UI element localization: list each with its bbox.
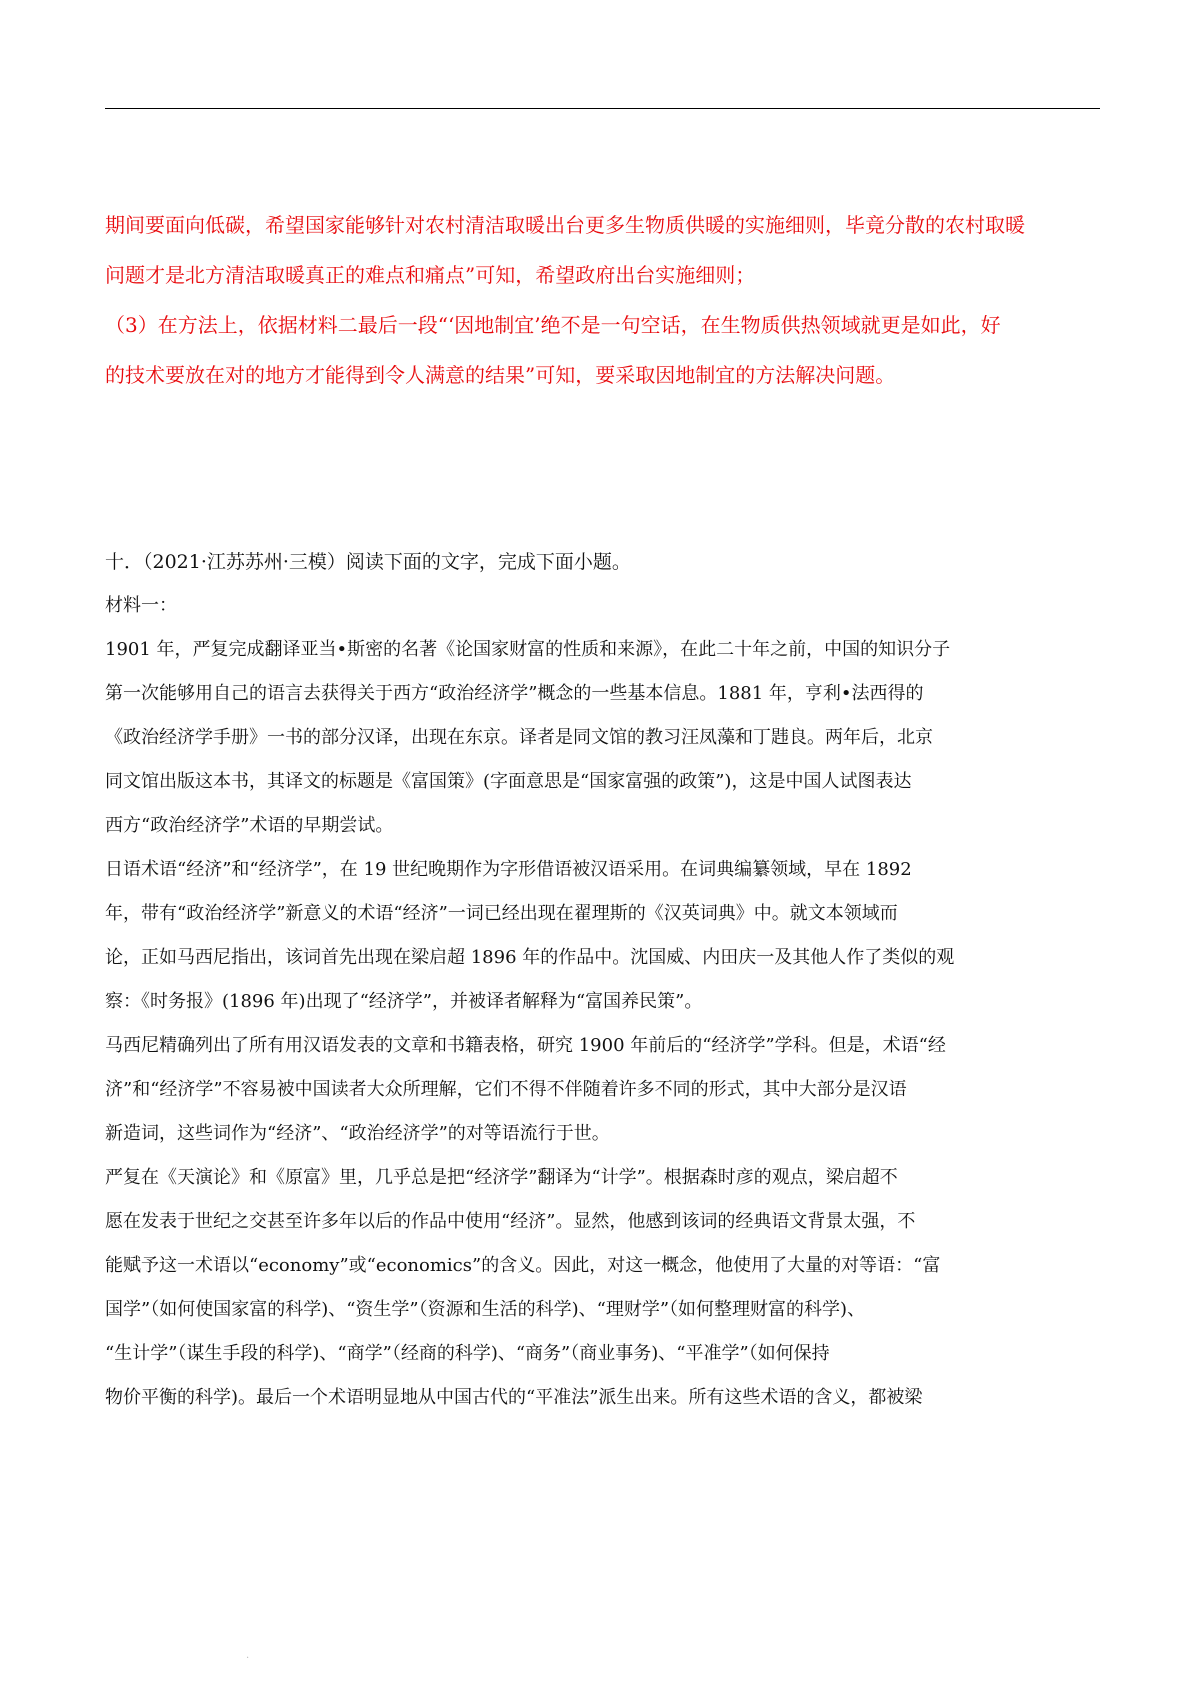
answer-line: 的技术要放在对的地方才能得到令人满意的结果”可知，要采取因地制宜的方法解决问题。 bbox=[105, 363, 896, 387]
material-line: 《政治经济学手册》一书的部分汉译，出现在东京。译者是同文馆的教习汪凤藻和丁韪良。两年后，北京 bbox=[105, 727, 933, 748]
material-line: 年，带有“政治经济学”新意义的术语“经济”一词已经出现在翟理斯的《汉英词典》中。就文本领域而 bbox=[105, 903, 898, 924]
material-label: 材料一： bbox=[105, 595, 177, 616]
answer-line: 问题才是北方清洁取暖真正的难点和痛点”可知，希望政府出台实施细则； bbox=[105, 263, 756, 287]
answer-line: 期间要面向低碳，希望国家能够针对农村清洁取暖出台更多生物质供暖的实施细则，毕竟分散的农村取暖 bbox=[105, 213, 1025, 237]
answer-line: （3）在方法上，依据材料二最后一段“‘因地制宜’绝不是一句空话，在生物质供热领域就更是如此，好 bbox=[105, 313, 1001, 337]
material-line: 国学”（如何使国家富的科学)、“资生学”（资源和生活的科学)、“理财学”（如何整理财富的科学)、 bbox=[105, 1299, 866, 1320]
material-line: 新造词，这些词作为“经济”、“政治经济学”的对等语流行于世。 bbox=[105, 1123, 610, 1144]
material-line: 物价平衡的科学)。最后一个术语明显地从中国古代的“平准法”派生出来。所有这些术语的含义，都被梁 bbox=[105, 1387, 923, 1408]
material-line: 严复在《天演论》和《原富》里，几乎总是把“经济学”翻译为“计学”。根据森时彦的观点，梁启超不 bbox=[105, 1167, 898, 1188]
footer-mark: . bbox=[246, 1650, 250, 1661]
material-line: 1901 年，严复完成翻译亚当•斯密的名著《论国家财富的性质和来源》，在此二十年之前，中国的知识分子 bbox=[105, 639, 951, 660]
header-rule bbox=[105, 108, 1100, 109]
question-title: 十．（2021·江苏苏州·三模）阅读下面的文字，完成下面小题。 bbox=[105, 551, 631, 573]
answer-block bbox=[105, 200, 1100, 400]
material-line: 论，正如马西尼指出，该词首先出现在梁启超 1896 年的作品中。沈国威、内田庆一及其他人作了类似的观 bbox=[105, 947, 955, 968]
material-line: 西方“政治经济学”术语的早期尝试。 bbox=[105, 815, 394, 836]
material-line: 第一次能够用自己的语言去获得关于西方“政治经济学”概念的一些基本信息。1881 年，亨利•法西得的 bbox=[105, 683, 924, 704]
material-line: 马西尼精确列出了所有用汉语发表的文章和书籍表格，研究 1900 年前后的“经济学”学科。但是，术语“经 bbox=[105, 1035, 946, 1056]
material-line: 济”和“经济学”不容易被中国读者大众所理解，它们不得不伴随着许多不同的形式，其中大部分是汉语 bbox=[105, 1079, 907, 1100]
material-line: 同文馆出版这本书，其译文的标题是《富国策》(字面意思是“国家富强的政策”)，这是中国人试图表达 bbox=[105, 771, 912, 792]
material-line: 察：《时务报》(1896 年)出现了“经济学”，并被译者解释为“富国养民策”。 bbox=[105, 991, 703, 1012]
material-line: 日语术语“经济”和“经济学”，在 19 世纪晚期作为字形借语被汉语采用。在词典编纂领域，早在 1892 bbox=[105, 859, 912, 880]
material-line: 能赋予这一术语以“economy”或“economics”的含义。因此，对这一概念，他使用了大量的对等语：“富 bbox=[105, 1255, 941, 1276]
material-line: 愿在发表于世纪之交甚至许多年以后的作品中使用“经济”。显然，他感到该词的经典语文背景太强，不 bbox=[105, 1211, 916, 1232]
material-line: “生计学”（谋生手段的科学)、“商学”（经商的科学)、“商务”（商业事务)、“平准学”（如何保持 bbox=[105, 1343, 830, 1364]
question-block bbox=[105, 540, 1100, 1420]
